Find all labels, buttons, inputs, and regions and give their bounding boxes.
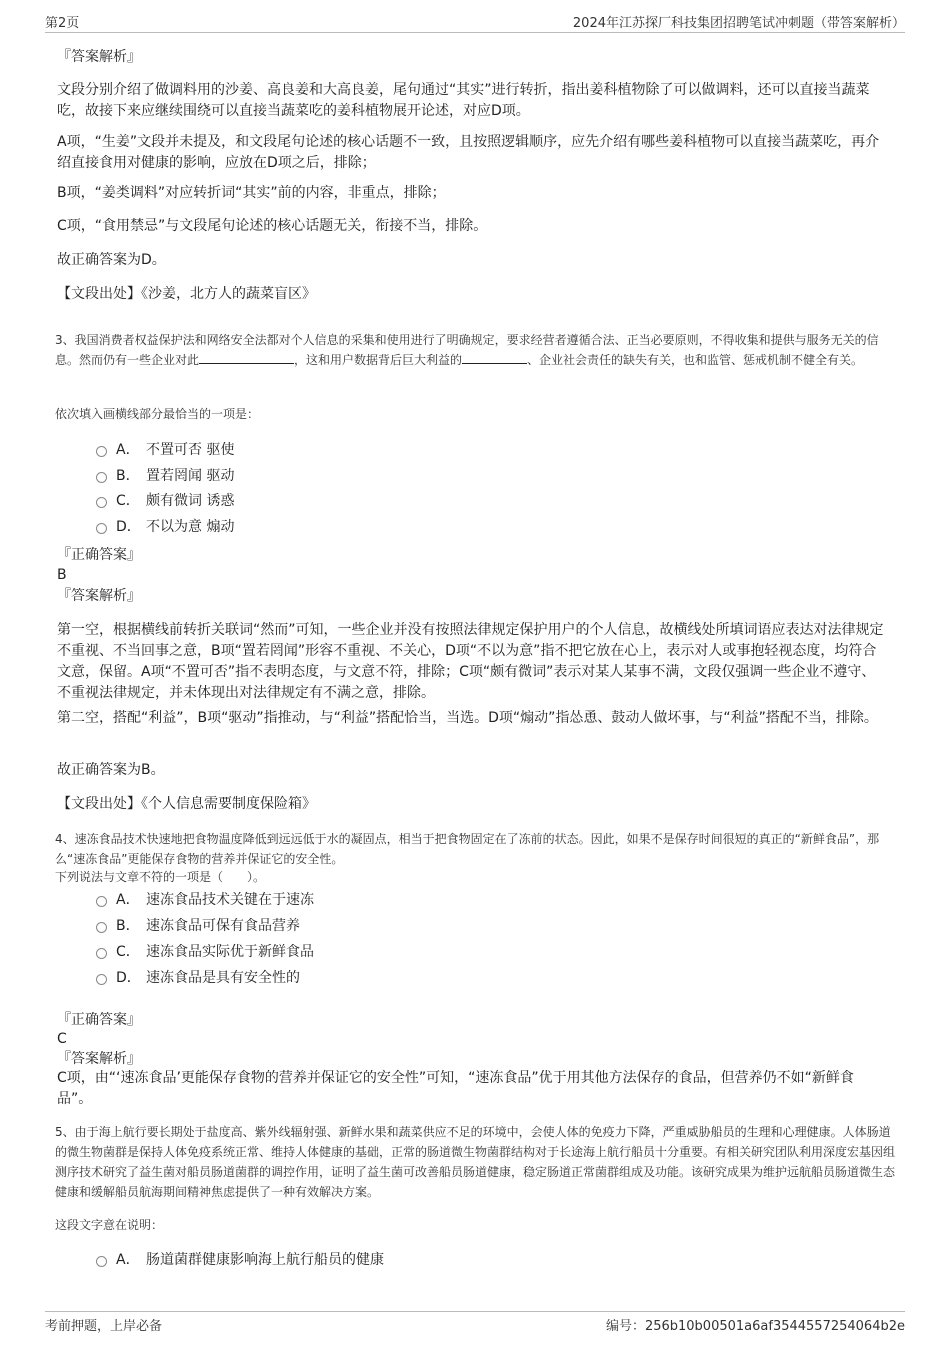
q3-answer-label: 『正确答案』: [57, 547, 141, 563]
q5-prompt: 这段文字意在说明：: [55, 1218, 164, 1232]
q2-analysis-p4: C项，“食用禁忌”与文段尾句论述的核心话题无关，衔接不当，排除。: [57, 218, 488, 234]
q3-option-b[interactable]: B． 置若罔闻 驱动: [96, 465, 234, 487]
q4-option-a[interactable]: A． 速冻食品技术关键在于速冻: [96, 889, 314, 911]
footer-slogan: 考前押题，上岸必备: [45, 1319, 163, 1334]
q2-analysis-p1: 文段分别介绍了做调料用的沙姜、高良姜和大高良姜，尾句通过“其实”进行转折，指出姜科植物除了可以做调料，还可以直接当蔬菜吃，故接下来应继续围绕可以直接当蔬菜吃的姜科植物展开论述，对应D项。: [57, 82, 870, 119]
q5-option-a[interactable]: A． 肠道菌群健康影响海上航行船员的健康: [96, 1249, 384, 1271]
q3-option-a[interactable]: A． 不置可否 驱使: [96, 439, 234, 461]
document-title: 2024年江苏探厂科技集团招聘笔试冲刺题（带答案解析）: [572, 16, 905, 31]
q4-analysis-label: 『答案解析』: [57, 1051, 141, 1067]
q4-option-b[interactable]: B． 速冻食品可保有食品营养: [96, 915, 300, 937]
q2-analysis-p3: B项，“姜类调料”对应转折词“其实”前的内容，非重点，排除；: [57, 185, 446, 201]
q4-option-c[interactable]: C． 速冻食品实际优于新鲜食品: [96, 941, 314, 963]
page-header: [45, 12, 905, 33]
page-footer: [45, 1311, 905, 1334]
radio-icon[interactable]: [96, 472, 107, 483]
q3-answer: B: [57, 567, 67, 583]
radio-icon[interactable]: [96, 446, 107, 457]
q5-stem: 5、由于海上航行要长期处于盐度高、紫外线辐射强、新鲜水果和蔬菜供应不足的环境中，会使人体的免疫力下降，严重威胁船员的生理和心理健康。人体肠道的微生物菌群是保持人体免疫系统正常、维持人体健康的基础，正常的肠道微生物菌群结构对于长途海上航行船员十分重要。有相关研究团队利用深度宏基因组测序技术研究了益生菌对船员肠道菌群的调控作用，证明了益生菌可改善船员肠道健康，稳定肠道正常菌群组成及功能。该研究成果为维护远航船员肠道微生态健康和缓解船员航海期间精神焦虑提供了一种有效解决方案。: [55, 1125, 896, 1199]
q3-analysis-label: 『答案解析』: [57, 588, 141, 604]
q4-prompt: 下列说法与文章不符的一项是（ ）。: [55, 870, 266, 884]
q3-analysis-p2: 第二空，搭配“利益”，B项“驱动”指推动，与“利益”搭配恰当，当选。D项“煽动”指怂恿、鼓动人做坏事，与“利益”搭配不当，排除。: [57, 710, 878, 726]
radio-icon[interactable]: [96, 974, 107, 985]
q3-prompt: 依次填入画横线部分最恰当的一项是：: [55, 407, 260, 421]
q3-option-d[interactable]: D． 不以为意 煽动: [96, 516, 234, 538]
q3-analysis-p3: 故正确答案为B。: [57, 762, 165, 778]
q3-source: 【文段出处】《个人信息需要制度保险箱》: [57, 796, 316, 812]
footer-code: 编号：256b10b00501a6af3544557254064b2e: [605, 1319, 905, 1334]
q2-analysis-label: 『答案解析』: [57, 49, 141, 65]
blank-2[interactable]: [462, 351, 527, 364]
radio-icon[interactable]: [96, 523, 107, 534]
radio-icon[interactable]: [96, 922, 107, 933]
q4-answer: C: [57, 1031, 67, 1047]
radio-icon[interactable]: [96, 896, 107, 907]
q4-answer-label: 『正确答案』: [57, 1012, 141, 1028]
q2-analysis-p2: A项，“生姜”文段并未提及，和文段尾句论述的核心话题不一致，且按照逻辑顺序，应先介绍有哪些姜科植物可以直接当蔬菜吃，再介绍直接食用对健康的影响，应放在D项之后，排除；: [57, 134, 880, 171]
radio-icon[interactable]: [96, 948, 107, 959]
q3-option-c[interactable]: C． 颇有微词 诱惑: [96, 490, 234, 512]
q2-analysis-p5: 故正确答案为D。: [57, 252, 166, 268]
q4-analysis-p1: C项，由“‘速冻食品’更能保存食物的营养并保证它的安全性”可知，“速冻食品”优于用其他方法保存的食品，但营养仍不如“新鲜食品”。: [57, 1070, 854, 1107]
radio-icon[interactable]: [96, 1256, 107, 1267]
q4-option-d[interactable]: D． 速冻食品是具有安全性的: [96, 967, 300, 989]
radio-icon[interactable]: [96, 497, 107, 508]
blank-1[interactable]: [199, 351, 294, 364]
page-number: 第2页: [45, 16, 80, 31]
q3-stem: 3、我国消费者权益保护法和网络安全法都对个人信息的采集和使用进行了明确规定，要求经营者遵循合法、正当必要原则，不得收集和提供与服务无关的信息。然而仍有一些企业对此 ，这和用户数据背后巨大利益的 、企业社会责任的缺失有关，也和监管、惩戒机制不健全有关。: [55, 333, 879, 367]
q2-source: 【文段出处】《沙姜，北方人的蔬菜盲区》: [57, 286, 316, 302]
q4-stem: 4、速冻食品技术快速地把食物温度降低到远远低于水的凝固点，相当于把食物固定在了冻前的状态。因此，如果不是保存时间很短的真正的“新鲜食品”，那么“速冻食品”更能保存食物的营养并保证它的安全性。: [55, 832, 880, 866]
q3-analysis-p1: 第一空，根据横线前转折关联词“然而”可知，一些企业并没有按照法律规定保护用户的个人信息，故横线处所填词语应表达对法律规定不重视、不当回事之意，B项“置若罔闻”形容不重视、不关心，D项“不以为意”指不把它放在心上，表示对人或事抱轻视态度，均符合文意，保留。A项“不置可否”指不表明态度，与文意不符，排除；C项“颇有微词”表示对某人某事不满，文段仅强调一些企业不遵守、不重视法律规定，并未体现出对法律规定有不满之意，排除。: [57, 622, 884, 701]
